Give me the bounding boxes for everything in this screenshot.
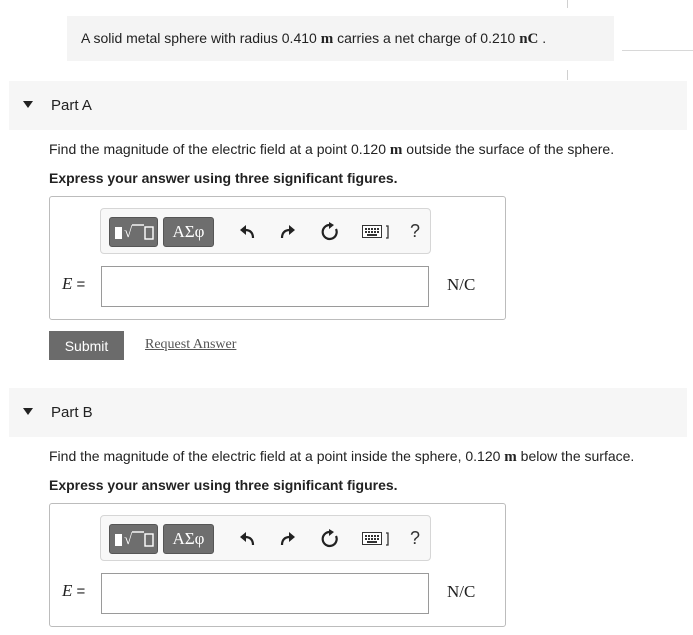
reset-icon[interactable] <box>319 221 341 243</box>
help-button[interactable]: ? <box>410 221 421 241</box>
variable-label <box>62 581 85 601</box>
part-b-label: Part B <box>51 404 93 421</box>
templates-icon <box>110 218 157 246</box>
unit-meters: m <box>504 449 517 465</box>
svg-text:√: √ <box>124 532 133 548</box>
greek-symbols-button[interactable]: ΑΣφ <box>163 217 214 247</box>
templates-button[interactable] <box>109 217 158 247</box>
part-b-question <box>49 448 634 466</box>
request-answer-link[interactable]: Request Answer <box>145 337 237 352</box>
question-text: Find the magnitude of the electric field at a point 0.120 <box>49 141 390 157</box>
redo-icon[interactable] <box>277 528 299 550</box>
greek-symbols-button[interactable]: ΑΣφ <box>163 524 214 554</box>
divider-line <box>567 70 568 80</box>
unit-meters: m <box>320 31 334 47</box>
part-a-unit: N/C <box>447 275 476 294</box>
redo-icon[interactable] <box>277 221 299 243</box>
part-a-header[interactable] <box>9 81 687 130</box>
equals-sign: = <box>72 276 86 293</box>
divider-line <box>622 50 693 51</box>
templates-icon <box>110 525 157 553</box>
templates-button[interactable] <box>109 524 158 554</box>
part-b-answer-box <box>49 503 506 627</box>
submit-button[interactable]: Submit <box>49 331 124 360</box>
variable-label <box>62 274 85 294</box>
problem-text: carries a net charge of 0.210 <box>333 30 520 46</box>
undo-icon[interactable] <box>236 221 258 243</box>
part-a-instruction: Express your answer using three significant figures. <box>49 170 398 186</box>
variable-symbol: E <box>62 274 73 293</box>
keyboard-icon[interactable] <box>362 225 392 239</box>
question-text: below the surface. <box>516 448 635 464</box>
undo-icon[interactable] <box>236 528 258 550</box>
question-text: outside the surface of the sphere. <box>402 141 615 157</box>
part-b-header[interactable] <box>9 388 687 437</box>
reset-icon[interactable] <box>319 528 341 550</box>
problem-text: . <box>538 30 547 46</box>
part-b-answer-input[interactable] <box>101 573 429 614</box>
collapse-triangle-icon[interactable] <box>23 408 33 415</box>
help-button[interactable]: ? <box>410 528 421 548</box>
math-toolbar <box>100 208 431 254</box>
problem-statement <box>67 16 614 61</box>
part-b-unit: N/C <box>447 582 476 601</box>
math-toolbar <box>100 515 431 561</box>
part-a-label: Part A <box>51 97 92 114</box>
divider-line <box>567 0 568 8</box>
variable-symbol: E <box>62 581 73 600</box>
keyboard-icon[interactable] <box>362 532 392 546</box>
unit-nanocoulomb: nC <box>519 31 539 47</box>
part-a-answer-input[interactable] <box>101 266 429 307</box>
part-b-instruction: Express your answer using three significant figures. <box>49 477 398 493</box>
part-a-question <box>49 141 614 159</box>
equals-sign: = <box>72 583 86 600</box>
question-text: Find the magnitude of the electric field at a point inside the sphere, 0.120 <box>49 448 505 464</box>
part-a-answer-box <box>49 196 506 320</box>
svg-text:√: √ <box>124 225 133 241</box>
problem-text: A solid metal sphere with radius 0.410 <box>81 30 321 46</box>
unit-meters: m <box>389 142 403 158</box>
collapse-triangle-icon[interactable] <box>23 101 33 108</box>
